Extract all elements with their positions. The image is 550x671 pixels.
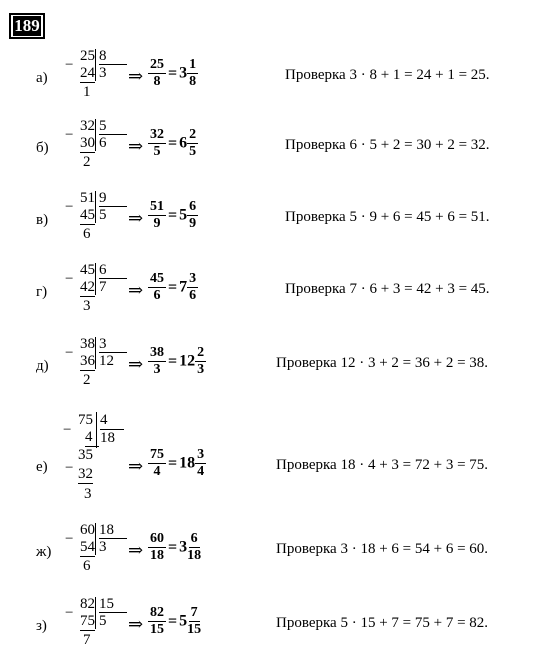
implies-arrow: ⇒	[128, 456, 144, 476]
numerator: 25	[150, 57, 164, 72]
implies-arrow: ⇒	[128, 540, 144, 560]
denominator: 5	[153, 144, 161, 159]
check-text: Проверка 5 · 9 + 6 = 45 + 6 = 51.	[285, 209, 490, 225]
frac-denominator: 9	[189, 216, 197, 231]
numerator: 60	[150, 531, 164, 546]
quotient: 12	[99, 352, 127, 370]
frac-numerator: 6	[189, 199, 197, 214]
problem-label: г)	[36, 284, 48, 300]
frac-denominator: 8	[189, 74, 197, 89]
whole-part: 12	[179, 352, 196, 370]
divisor: 15	[99, 596, 114, 612]
quotient: 6	[99, 134, 127, 152]
problem-label: б)	[36, 140, 49, 156]
fraction-result: $\frac{45}{6}$ = 7 $\frac{3}{6}$	[150, 271, 197, 303]
divisor: 4	[100, 412, 108, 428]
divisor: 8	[99, 48, 107, 64]
check-text: Проверка 12 · 3 + 2 = 36 + 2 = 38.	[276, 355, 489, 371]
frac-numerator: 3	[197, 447, 205, 462]
whole-part: 5	[179, 612, 188, 630]
divisor: 18	[99, 522, 114, 538]
whole-part: 7	[179, 278, 188, 296]
subtrahend: 54	[80, 539, 95, 555]
denominator: 3	[153, 362, 161, 377]
dividend: 51	[80, 190, 95, 206]
implies-arrow: ⇒	[128, 280, 144, 300]
whole-part: 3	[179, 64, 188, 82]
subtrahend-2: 32	[78, 466, 93, 482]
minus-sign: −	[65, 127, 74, 143]
frac-numerator: 1	[189, 57, 197, 72]
subtrahend: 36	[80, 353, 95, 369]
problem-label: е)	[36, 459, 48, 475]
subtrahend: 42	[80, 279, 95, 295]
remainder: 6	[83, 558, 91, 574]
minus-sign: −	[65, 199, 74, 215]
frac-denominator: 15	[187, 622, 202, 637]
check-text: Проверка 6 · 5 + 2 = 30 + 2 = 32.	[285, 137, 490, 153]
minus-sign: −	[65, 271, 74, 287]
numerator: 75	[150, 447, 164, 462]
denominator: 8	[153, 74, 161, 89]
subtrahend: 30	[80, 135, 95, 151]
dividend: 32	[80, 118, 95, 134]
dividend: 75	[78, 412, 93, 428]
subtrahend: 24	[80, 65, 95, 81]
numerator: 32	[150, 127, 164, 142]
dividend: 25	[80, 48, 95, 64]
subtrahend: 75	[80, 613, 95, 629]
implies-arrow: ⇒	[128, 208, 144, 228]
problem-label: з)	[36, 618, 47, 634]
fraction-result: $\frac{38}{3}$ = 12 $\frac{2}{3}$	[150, 345, 205, 377]
frac-numerator: 6	[190, 531, 198, 546]
implies-arrow: ⇒	[128, 614, 144, 634]
whole-part: 5	[179, 206, 188, 224]
subtrahend: 4	[85, 429, 99, 447]
whole-part: 6	[179, 134, 188, 152]
minus-sign: −	[65, 57, 74, 73]
fraction-result: $\frac{82}{15}$ = 5 $\frac{7}{15}$	[150, 605, 202, 637]
minus-sign: −	[65, 531, 74, 547]
quotient: 3	[99, 64, 127, 82]
problem-label: д)	[36, 358, 49, 374]
fraction-result: $\frac{51}{9}$ = 5 $\frac{6}{9}$	[150, 199, 197, 231]
quotient: 3	[99, 538, 127, 556]
problem-number: 189	[14, 16, 40, 35]
whole-part: 3	[179, 538, 188, 556]
quotient: 18	[100, 429, 124, 447]
remainder: 3	[83, 298, 91, 314]
problem-label: а)	[36, 70, 48, 86]
frac-denominator: 5	[189, 144, 197, 159]
quotient: 7	[99, 278, 127, 296]
check-text: Проверка 3 · 18 + 6 = 54 + 6 = 60.	[276, 541, 489, 557]
check-text: Проверка 3 · 8 + 1 = 24 + 1 = 25.	[285, 67, 490, 83]
frac-denominator: 18	[187, 548, 202, 563]
remainder: 1	[83, 84, 91, 100]
implies-arrow: ⇒	[128, 354, 144, 374]
minus-sign: −	[65, 460, 74, 476]
divisor: 3	[99, 336, 107, 352]
denominator: 15	[150, 622, 164, 637]
fraction-result: $\frac{60}{18}$ = 3 $\frac{6}{18}$	[150, 531, 202, 563]
denominator: 6	[153, 288, 161, 303]
dividend: 38	[80, 336, 95, 352]
whole-part: 18	[179, 454, 196, 472]
implies-arrow: ⇒	[128, 66, 144, 86]
minus-sign: −	[63, 422, 72, 438]
frac-numerator: 2	[197, 345, 205, 360]
remainder: 7	[83, 632, 91, 648]
frac-denominator: 6	[189, 288, 197, 303]
numerator: 38	[150, 345, 164, 360]
frac-numerator: 3	[189, 271, 197, 286]
remainder: 2	[83, 372, 91, 388]
divisor: 5	[99, 118, 107, 134]
divisor: 6	[99, 262, 107, 278]
quotient: 5	[99, 612, 127, 630]
remainder: 6	[83, 226, 91, 242]
partial-dividend: 35	[78, 447, 93, 463]
minus-sign: −	[65, 345, 74, 361]
fraction-result: $\frac{25}{8}$ = 3 $\frac{1}{8}$	[150, 57, 197, 89]
frac-numerator: 7	[190, 605, 198, 620]
quotient: 5	[99, 206, 127, 224]
check-text: Проверка 5 · 15 + 7 = 75 + 7 = 82.	[276, 615, 489, 631]
check-text: Проверка 7 · 6 + 3 = 42 + 3 = 45.	[285, 281, 490, 297]
fraction-result: $\frac{32}{5}$ = 6 $\frac{2}{5}$	[150, 127, 197, 159]
frac-numerator: 2	[189, 127, 197, 142]
subtrahend: 45	[80, 207, 95, 223]
denominator: 9	[153, 216, 161, 231]
denominator: 4	[153, 464, 161, 479]
denominator: 18	[150, 548, 164, 563]
dividend: 82	[80, 596, 95, 612]
remainder: 3	[84, 486, 92, 502]
numerator: 45	[150, 271, 164, 286]
minus-sign: −	[65, 605, 74, 621]
divisor: 9	[99, 190, 107, 206]
numerator: 82	[150, 605, 164, 620]
dividend: 45	[80, 262, 95, 278]
dividend: 60	[80, 522, 95, 538]
problem-label: ж)	[36, 544, 52, 560]
problem-number-badge	[9, 13, 45, 39]
frac-denominator: 3	[197, 362, 205, 377]
fraction-result: $\frac{75}{4}$ = 18 $\frac{3}{4}$	[150, 447, 205, 479]
problem-label: в)	[36, 212, 49, 228]
numerator: 51	[150, 199, 164, 214]
check-text: Проверка 18 · 4 + 3 = 72 + 3 = 75.	[276, 457, 489, 473]
frac-denominator: 4	[197, 464, 205, 479]
remainder: 2	[83, 154, 91, 170]
implies-arrow: ⇒	[128, 136, 144, 156]
